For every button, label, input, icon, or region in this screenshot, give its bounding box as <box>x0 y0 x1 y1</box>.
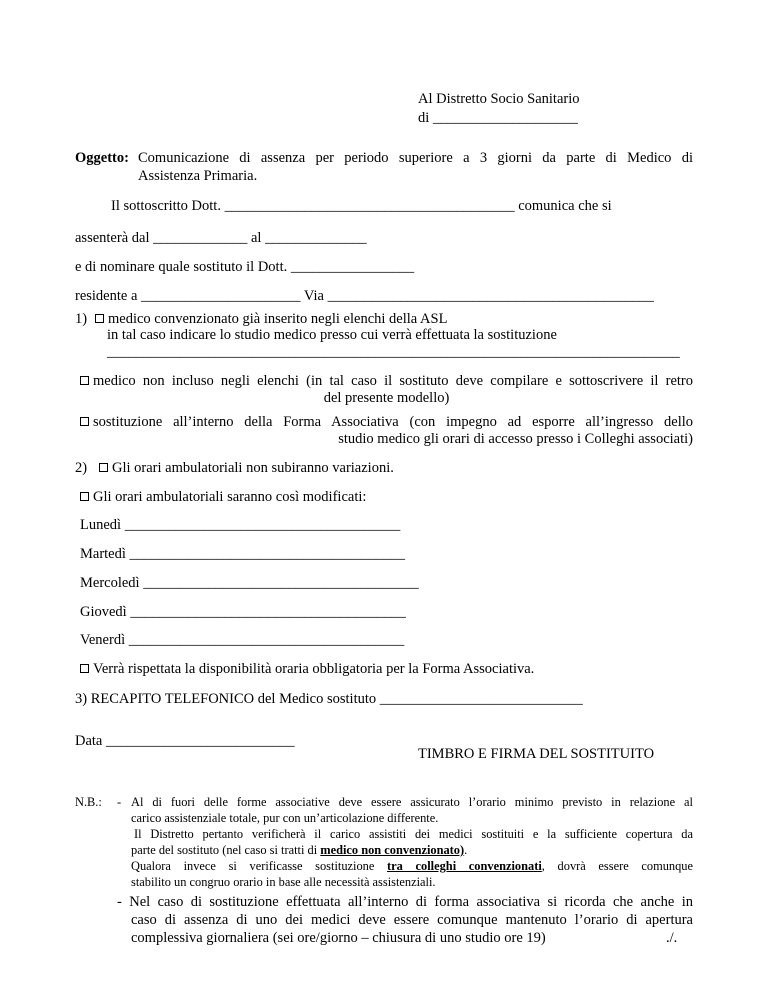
notes-p1-line5-end: , dovrà essere comunque <box>541 859 693 873</box>
subject-label <box>75 149 129 167</box>
section3-phone: 3) RECAPITO TELEFONICO del Medico sostituto ____________________________ <box>75 691 583 707</box>
checkbox-icon[interactable] <box>80 376 89 385</box>
notes-p1-line6: stabilito un congruo orario in base alle necessità assistenziali. <box>131 875 436 889</box>
section2-option3[interactable] <box>80 660 534 678</box>
notes-p1-line5 <box>131 858 693 874</box>
body-line4: residente a ______________________ Via _____________________________________________ <box>75 288 654 304</box>
notes-emphasis-convenzionati: tra colleghi convenzionati <box>387 859 542 873</box>
section1-option2[interactable] <box>80 372 693 390</box>
recipient-line2: di ____________________ <box>418 110 578 126</box>
body-line2: assenterà dal _____________ al ______________ <box>75 230 367 246</box>
section1-option3-label: sostituzione all’interno della Forma Associativa (con impegno ad esporre all’ingresso dello <box>93 414 693 430</box>
day-line-thursday: Giovedì ______________________________________ <box>80 604 406 620</box>
section2-option1[interactable] <box>99 459 394 477</box>
notes-p1-line1: Al di fuori delle forme associative deve essere assicurato l’orario minimo previsto in relazione al <box>131 795 693 809</box>
recipient-line1: Al Distretto Socio Sanitario <box>418 91 580 107</box>
section2-option2[interactable] <box>80 488 366 506</box>
section1-number: 1) <box>75 311 88 327</box>
notes-p2-line1: - Nel caso di sostituzione effettuata all’interno di forma associativa si ricorda che anche in <box>117 894 693 910</box>
notes-p1-line4-text: parte del sostituto (nel caso si tratti di <box>131 843 321 857</box>
checkbox-icon[interactable] <box>99 463 108 472</box>
day-line-wednesday: Mercoledì ______________________________________ <box>80 575 419 591</box>
section1-option1-label: medico convenzionato già inserito negli elenchi della ASL <box>108 311 448 327</box>
notes-p2-line2: caso di assenza di uno dei medici deve essere comunque mantenuto l’orario di apertura <box>131 912 693 928</box>
section2-number: 2) <box>75 460 88 476</box>
section1-option3[interactable] <box>80 413 693 431</box>
checkbox-icon[interactable] <box>80 417 89 426</box>
notes-emphasis-non-convenzionato: medico non convenzionato) <box>320 843 465 857</box>
subject-text-line1: Comunicazione di assenza per periodo superiore a 3 giorni da parte di Medico di <box>138 150 693 166</box>
section1-option1-note: in tal caso indicare lo studio medico presso cui verrà effettuata la sostituzione <box>107 327 557 343</box>
notes-p1-line2: carico assistenziale totale, pur con un’articolazione differente. <box>131 811 439 825</box>
section1-option2-cont: del presente modello) <box>323 390 450 406</box>
notes-label: N.B.: <box>75 795 102 809</box>
section2-option1-label: Gli orari ambulatoriali non subiranno variazioni. <box>112 460 394 476</box>
date-line: Data __________________________ <box>75 733 295 749</box>
section2-option2-label: Gli orari ambulatoriali saranno così modificati: <box>93 489 367 505</box>
checkbox-icon[interactable] <box>80 492 89 501</box>
continue-mark: ./. <box>666 930 678 946</box>
section1-option3-cont: studio medico gli orari di accesso presso i Colleghi associati) <box>338 431 693 447</box>
notes-p1-line3: Il Distretto pertanto verificherà il carico assistiti dei medici sostituiti e la sufficiente copertura da <box>134 827 693 841</box>
day-line-tuesday: Martedì ______________________________________ <box>80 546 406 562</box>
body-line3: e di nominare quale sostituto il Dott. _________________ <box>75 259 415 275</box>
day-line-friday: Venerdì ______________________________________ <box>80 632 405 648</box>
notes-p1-line4 <box>131 842 467 858</box>
subject-label-text: Oggetto: <box>75 150 129 166</box>
section1-option2-label: medico non incluso negli elenchi (in tal caso il sostituto deve compilare e sottoscrivere il retro <box>93 373 693 389</box>
subject-text-line2: Assistenza Primaria. <box>138 168 258 184</box>
day-line-monday: Lunedì ______________________________________ <box>80 517 401 533</box>
notes-p1-line5-text: Qualora invece si verificasse sostituzione <box>131 859 388 873</box>
section1-option1-line: _______________________________________________________________________________ <box>107 344 680 360</box>
notes-p1-line4-end: . <box>464 843 468 857</box>
section2-option3-label: Verrà rispettata la disponibilità oraria obbligatoria per la Forma Associativa. <box>93 661 535 677</box>
notes-p2-line3: complessiva giornaliera (sei ore/giorno – chiusura di uno studio ore 19) <box>131 930 546 946</box>
checkbox-icon[interactable] <box>80 664 89 673</box>
body-line1: Il sottoscritto Dott. ________________________________________ comunica che si <box>111 198 612 214</box>
signature-label: TIMBRO E FIRMA DEL SOSTITUITO <box>418 746 655 762</box>
checkbox-icon[interactable] <box>95 314 104 323</box>
notes-dash: - <box>117 795 122 809</box>
